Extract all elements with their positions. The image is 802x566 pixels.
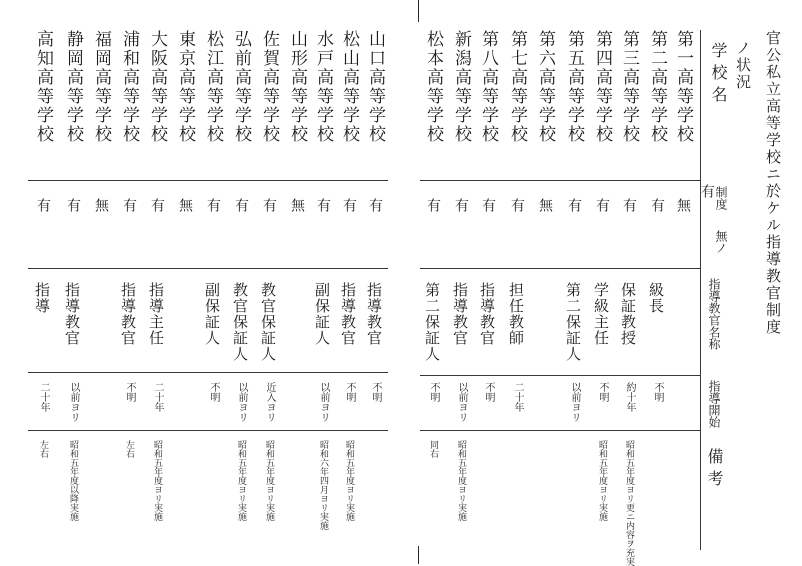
responsible-title: 教官保証人	[231, 282, 249, 362]
notes-text: 昭和五年度ヨリ実施	[152, 440, 162, 521]
notes-text: 昭和五年度ヨリ実施	[456, 440, 466, 521]
school-name: 山形高等学校	[287, 30, 307, 144]
system-status: 有	[649, 198, 665, 212]
start-period: 不明	[428, 382, 439, 402]
start-period: 不明	[597, 382, 608, 402]
school-name: 松山高等学校	[339, 30, 359, 144]
start-period: 不明	[208, 382, 219, 402]
start-period: 不明	[483, 382, 494, 402]
header-divider-left	[28, 180, 388, 181]
school-name: 松江高等学校	[203, 30, 223, 144]
start-period: 二十年	[512, 382, 523, 412]
school-name: 第二高等学校	[647, 30, 667, 144]
header-system: 制度	[714, 186, 728, 210]
system-status: 無	[93, 198, 109, 212]
system-divider-right	[420, 268, 700, 269]
system-status: 有	[149, 198, 165, 212]
school-name: 東京高等学校	[175, 30, 195, 144]
school-name: 静岡高等学校	[63, 30, 83, 144]
header-divider-right	[420, 180, 700, 181]
notes-text: 同右	[428, 440, 438, 458]
responsible-title: 指導教官	[451, 282, 469, 346]
school-name: 松本高等学校	[423, 30, 443, 144]
responsible-title: 教官保証人	[259, 282, 277, 362]
system-status: 有	[509, 198, 525, 212]
start-period: 不明	[124, 382, 135, 402]
start-period: 以前ヨリ	[456, 382, 467, 422]
school-name: 水戸高等学校	[313, 30, 333, 144]
header-system-no: 無ノ	[714, 230, 728, 254]
header-responsible: 指導教官名称	[707, 278, 721, 350]
school-name: 第一高等学校	[673, 30, 693, 144]
system-status: 有	[205, 198, 221, 212]
notes-text: 昭和五年度ヨリ実施	[236, 440, 246, 521]
header-system-yes: 有	[699, 184, 715, 198]
school-name: 第六高等学校	[535, 30, 555, 144]
header-column-line	[700, 30, 701, 550]
system-status: 無	[537, 198, 553, 212]
responsible-title: 副保証人	[203, 282, 221, 346]
system-status: 有	[315, 198, 331, 212]
system-status: 有	[233, 198, 249, 212]
resp-divider-right	[420, 375, 700, 376]
start-period: 以前ヨリ	[236, 382, 247, 422]
system-status: 有	[65, 198, 81, 212]
start-period: 二十年	[152, 382, 163, 412]
resp-divider-left	[28, 372, 388, 373]
start-period: 不明	[652, 382, 663, 402]
system-status: 有	[453, 198, 469, 212]
start-period: 以前ヨリ	[318, 382, 329, 422]
responsible-title: 指導主任	[147, 282, 165, 346]
start-divider-left	[28, 430, 388, 431]
responsible-title: 指導教官	[119, 282, 137, 346]
responsible-title: 副保証人	[313, 282, 331, 346]
responsible-title: 学級主任	[592, 282, 610, 346]
school-name: 佐賀高等学校	[259, 30, 279, 144]
notes-text: 昭和五年度以降実施	[68, 440, 78, 521]
system-status: 有	[594, 198, 610, 212]
school-name: 第四高等学校	[592, 30, 612, 144]
system-status: 有	[621, 198, 637, 212]
notes-text: 昭和五年度ヨリ実施	[264, 440, 274, 521]
system-divider-left	[28, 268, 388, 269]
responsible-title: 指導教官	[365, 282, 383, 346]
system-status: 有	[35, 198, 51, 212]
system-status: 有	[566, 198, 582, 212]
start-period: 約十年	[624, 382, 635, 412]
notes-text: 昭和六年四月ヨリ実施	[318, 440, 328, 530]
start-period: 以前ヨリ	[569, 382, 580, 422]
responsible-title: 指導教官	[339, 282, 357, 346]
system-status: 有	[367, 198, 383, 212]
start-period: 不明	[344, 382, 355, 402]
responsible-title: 級長	[647, 282, 665, 314]
start-period: 近入ヨリ	[264, 382, 275, 422]
responsible-title: 指導	[33, 282, 51, 314]
school-name: 浦和高等学校	[119, 30, 139, 144]
notes-text: 昭和五年度ヨリ更ニ内容ヲ充実	[624, 440, 634, 566]
start-period: 二十年	[38, 382, 49, 412]
system-status: 無	[177, 198, 193, 212]
notes-text: 左右	[38, 440, 48, 458]
notes-text: 左右	[124, 440, 134, 458]
notes-text: 昭和五年度ヨリ実施	[344, 440, 354, 521]
system-status: 有	[480, 198, 496, 212]
responsible-title: 第二保証人	[564, 282, 582, 362]
school-name: 福岡高等学校	[91, 30, 111, 144]
start-divider-right	[420, 430, 700, 431]
system-status: 無	[289, 198, 305, 212]
system-status: 有	[341, 198, 357, 212]
document-title: 官公私立高等学校ニ於ケル指導教官制度	[764, 30, 782, 336]
start-period: 以前ヨリ	[68, 382, 79, 422]
school-name: 第五高等学校	[564, 30, 584, 144]
responsible-title: 指導教官	[63, 282, 81, 346]
page-divider-top	[418, 0, 419, 22]
document-section: ノ状況	[734, 40, 752, 91]
system-status: 有	[261, 198, 277, 212]
school-name: 山口高等学校	[365, 30, 385, 144]
header-notes: 備考	[705, 448, 724, 492]
header-school-name: 学校名	[709, 42, 728, 108]
header-start: 指導開始	[707, 380, 721, 428]
school-name: 大阪高等学校	[147, 30, 167, 144]
school-name: 弘前高等学校	[231, 30, 251, 144]
system-status: 有	[425, 198, 441, 212]
system-status: 無	[675, 198, 691, 212]
responsible-title: 指導教官	[478, 282, 496, 346]
page-divider-bottom	[418, 546, 419, 564]
school-name: 第三高等学校	[619, 30, 639, 144]
school-name: 第八高等学校	[478, 30, 498, 144]
school-name: 第七高等学校	[507, 30, 527, 144]
start-period: 不明	[370, 382, 381, 402]
responsible-title: 担任教師	[507, 282, 525, 346]
school-name: 高知高等学校	[33, 30, 53, 144]
notes-text: 昭和五年度ヨリ実施	[597, 440, 607, 521]
school-name: 新潟高等学校	[451, 30, 471, 144]
system-status: 有	[121, 198, 137, 212]
responsible-title: 保証教授	[619, 282, 637, 346]
responsible-title: 第二保証人	[423, 282, 441, 362]
